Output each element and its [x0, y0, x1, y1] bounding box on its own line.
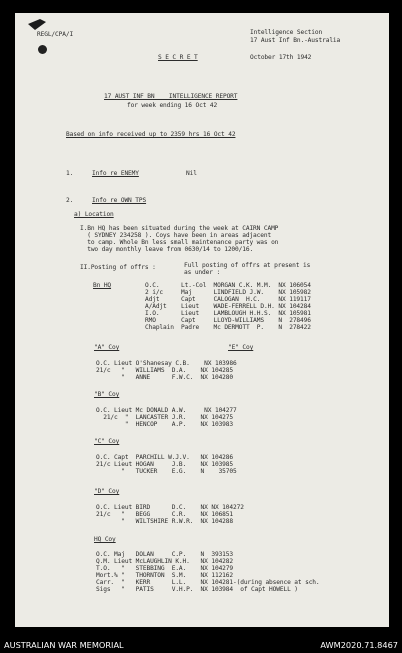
location-line: two day monthly leave from 0630/14 to 1200/16. — [80, 246, 254, 253]
officer-row: 21/c " LANCASTER J.R. NX 104275 — [96, 414, 233, 421]
security-classification: S E C R E T — [158, 54, 198, 61]
location-line: ( SYDNEY 234258 ). Coys have been in areas adjacent — [80, 232, 272, 239]
officer-row: A/Adjt Lieut WADE-FERRELL D.H. NX 104284 — [145, 303, 311, 310]
officer-row: I.O. Lieut LAMBLOUGH H.H.S. NX 105981 — [145, 310, 311, 317]
report-date: October 17th 1942 — [250, 54, 312, 61]
location-line: I.Bn HQ has been situated during the week at CAIRN CAMP — [80, 225, 279, 232]
archive-footer — [0, 637, 402, 653]
section-1-number: 1. — [66, 170, 74, 177]
officer-row: O.C. Lieut Mc DONALD A.W. NX 104277 — [96, 407, 237, 414]
officer-row: Q.M. Lieut McLAUGHLIN K.H. NX 104282 — [96, 558, 233, 565]
officer-row: 21/c Lieut HOGAN J.B. NX 103985 — [96, 461, 233, 468]
officer-row: Sigs " PATIS V.H.P. NX 103984 of Capt HOWELL ) — [96, 586, 298, 593]
officer-row: Mort.% " THORNTON S.M. NX 112162 — [96, 572, 233, 579]
posting-note: as under : — [184, 269, 221, 276]
c-coy-label: "C" Coy — [94, 438, 120, 445]
officer-row: O.C. Lieut O'Shanesay C.B. NX 103986 — [96, 360, 237, 367]
location-line: to camp. Whole Bn less small maintenance party was on — [80, 239, 279, 246]
punch-hole-icon — [38, 45, 47, 54]
officer-row: T.O. " STEBBING E.A. NX 104279 — [96, 565, 233, 572]
officer-row: O.C. Capt PARCHILL W.J.V. NX 104286 — [96, 454, 233, 461]
officer-row: Carr. " KERR L.L. NX 104281-(during absence at sch. — [96, 579, 320, 586]
paper-clip-icon — [26, 18, 48, 32]
posting-note: Full posting of offrs at present is — [184, 262, 311, 269]
officer-row: 2 i/c Maj LINDFIELD J.W. NX 105982 — [145, 289, 311, 296]
section-1-heading: Info re ENEMY — [92, 170, 139, 177]
file-reference: REGL/CPA/I — [37, 31, 74, 38]
d-coy-label: "D" Coy — [94, 488, 120, 495]
bn-hq-label: Bn HQ — [93, 282, 112, 289]
issuing-section: Intelligence Section — [250, 29, 323, 36]
b-coy-label: "B" Coy — [94, 391, 120, 398]
location-subheading: a) Location — [74, 211, 114, 218]
officer-row: O.C. Lt.-Col MORGAN C.K. M.M. NX 106054 — [145, 282, 311, 289]
officer-row: " TUCKER E.G. N 35705 — [96, 468, 237, 475]
report-title: 17 AUST INF BN INTELLIGENCE REPORT — [104, 93, 238, 100]
officer-row: 21/c " BEGG C.R. NX 106851 — [96, 511, 233, 518]
officer-row: " ANNE F.W.C. NX 104280 — [96, 374, 233, 381]
e-coy-label: "E" Coy — [228, 344, 254, 351]
officer-row: 21/c " WILLIAMS D.A. NX 104285 — [96, 367, 233, 374]
officer-row: " WILTSHIRE R.W.R. NX 104288 — [96, 518, 233, 525]
report-basis: Based on info received up to 2359 hrs 16 Oct 42 — [66, 131, 236, 138]
officer-row: RMO Capt LLOYD-WILLIAMS N 278496 — [145, 317, 311, 324]
section-2-heading: Info re OWN TPS — [92, 197, 147, 204]
officer-row: O.C. Lieut BIRD D.C. NX NX 104272 — [96, 504, 244, 511]
section-1-value: Nil — [186, 170, 197, 177]
hq-coy-label: HQ Coy — [94, 536, 116, 543]
officer-row: " HENCOP A.P. NX 103983 — [96, 421, 233, 428]
a-coy-label: "A" Coy — [94, 344, 120, 351]
officer-row: O.C. Maj DOLAN C.P. N 393153 — [96, 551, 233, 558]
report-period: for week ending 16 Oct 42 — [127, 102, 218, 109]
section-2-number: 2. — [66, 197, 74, 204]
posting-label: II.Posting of offrs : — [80, 264, 156, 271]
archive-name: AUSTRALIAN WAR MEMORIAL — [4, 640, 124, 650]
officer-row: Chaplain Padre Mc DERMOTT P. N 278422 — [145, 324, 311, 331]
officer-row: Adjt Capt CALOGAN H.C. NX 119117 — [145, 296, 311, 303]
issuing-unit: 17 Aust Inf Bn.-Australia — [250, 37, 341, 44]
archive-item-id: AWM2020.71.8467 — [320, 640, 398, 650]
